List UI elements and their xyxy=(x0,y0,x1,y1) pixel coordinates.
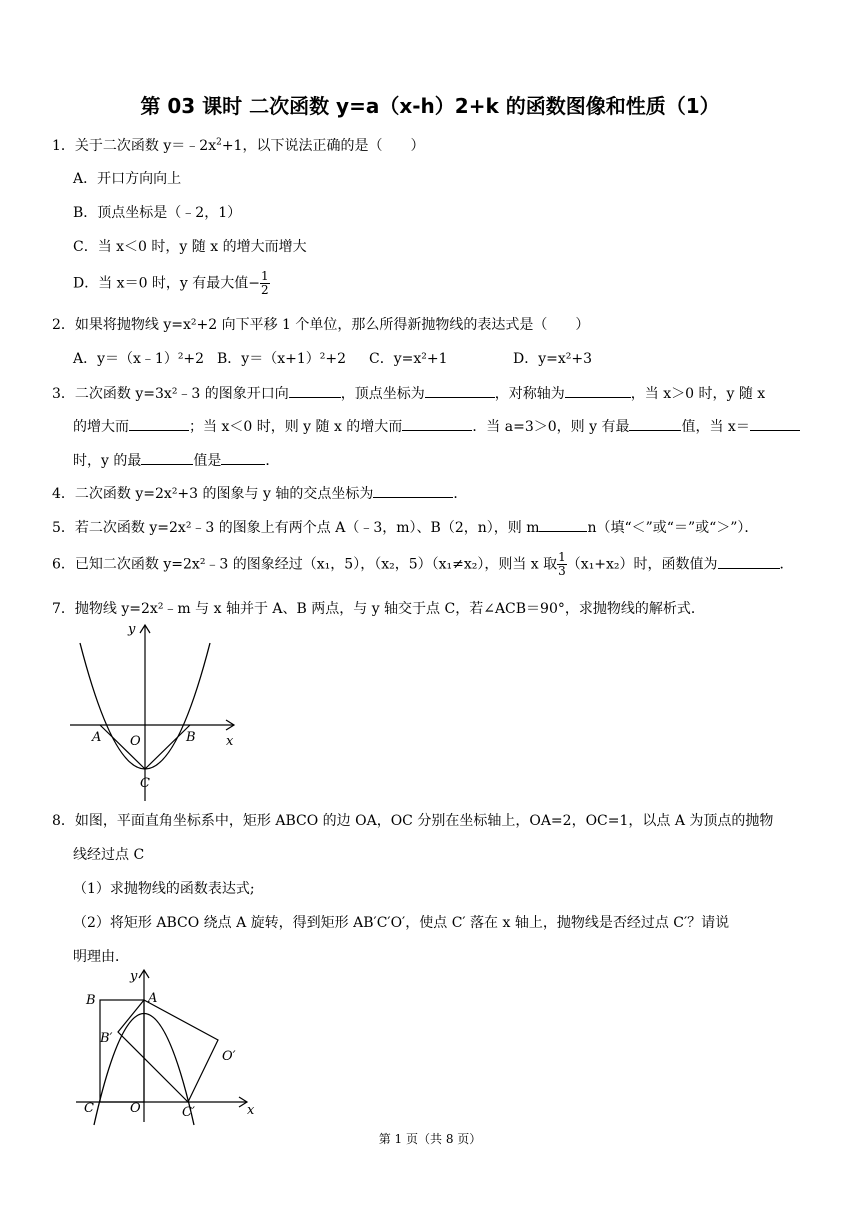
question-number: 2． xyxy=(52,317,75,333)
axis-label-x: x xyxy=(247,1103,255,1118)
question-text: 二次函数 y=2x²+3 的图象与 y 轴的交点坐标为 xyxy=(74,486,374,502)
question-4 xyxy=(52,483,467,503)
question-3-line-2 xyxy=(73,416,800,436)
answer-blank[interactable] xyxy=(718,554,780,569)
question-text: ，当 x＞0 时，y 随 x xyxy=(630,386,766,402)
option-d xyxy=(73,270,270,297)
question-text: 若二次函数 y=2x²﹣3 的图象上有两个点 A（﹣3，m）、B（2，n），则 m xyxy=(74,520,540,536)
point-label-c: C xyxy=(84,1101,94,1116)
page-footer: 第 1 页（共 8 页） xyxy=(378,1132,482,1146)
page-title: 第 03 课时 二次函数 y=a（x-h）2+k 的函数图像和性质（1） xyxy=(140,94,720,118)
question-number: 8． xyxy=(52,813,75,829)
question-text: ． xyxy=(453,486,468,502)
fraction-numerator: 1 xyxy=(558,550,566,564)
question-8-part-2: （2）将矩形 ABCO 绕点 A 旋转，得到矩形 AB′C′O′，使点 C′ 落在 x 轴上，抛物线是否经过点 C′？请说 xyxy=(73,915,730,931)
question-3 xyxy=(52,383,765,403)
answer-blank[interactable] xyxy=(289,383,341,398)
option-c: C．y=x²+1 xyxy=(369,351,448,367)
question-text: 二次函数 y=3x²﹣3 的图象开口向 xyxy=(74,386,289,402)
question-text: ，顶点坐标为 xyxy=(340,386,425,402)
question-number: 6． xyxy=(52,556,75,573)
rectangle-ab-c-o-rotated xyxy=(118,1000,218,1102)
option-a: A．开口方向向上 xyxy=(73,171,182,187)
question-number: 1． xyxy=(52,138,75,154)
question-text: （x₁+x₂）时，函数值为 xyxy=(566,556,718,573)
question-number: 7． xyxy=(52,601,75,617)
fraction-denominator: 2 xyxy=(261,283,269,297)
question-1 xyxy=(52,135,424,155)
question-text: +1，以下说法正确的是（ ） xyxy=(221,138,425,154)
question-6 xyxy=(52,551,794,578)
option-d: D．y=x²+3 xyxy=(513,351,593,367)
question-text: ，对称轴为 xyxy=(494,386,565,402)
option-text: D．当 x＝0 时，y 有最大值 xyxy=(73,275,249,292)
answer-blank[interactable] xyxy=(402,416,472,431)
point-label-a: A xyxy=(148,991,158,1006)
fraction-numerator: 1 xyxy=(261,269,269,283)
question-number: 5． xyxy=(52,520,75,536)
point-label-b-prime: B′ xyxy=(100,1031,113,1046)
answer-blank[interactable] xyxy=(750,416,800,431)
answer-blank[interactable] xyxy=(425,383,495,398)
question-8 xyxy=(52,810,773,830)
answer-blank[interactable] xyxy=(565,383,631,398)
fraction xyxy=(557,551,567,578)
option-a: A．y＝（x﹣1）²+2 xyxy=(73,351,205,367)
answer-blank[interactable] xyxy=(129,416,189,431)
answer-blank[interactable] xyxy=(373,483,453,498)
segment-bc xyxy=(145,725,190,769)
figure-rectangle-rotation xyxy=(72,962,272,1127)
question-text: 值，当 x＝ xyxy=(681,419,750,435)
fraction-denominator: 3 xyxy=(558,564,566,578)
axis-label-y: y xyxy=(128,622,136,637)
question-text: 时，y 的最 xyxy=(73,453,142,469)
figure-parabola-acb xyxy=(62,615,252,805)
axis-label-y: y xyxy=(130,969,138,984)
question-8-line-2: 线经过点 C xyxy=(73,847,145,863)
question-text: ．当 a=3＞0，则 y 有最 xyxy=(472,419,630,435)
question-text: ． xyxy=(265,453,280,469)
point-label-b: B xyxy=(86,993,96,1008)
question-text: 的增大而 xyxy=(73,419,129,435)
question-number: 4． xyxy=(52,486,75,502)
question-2 xyxy=(52,314,589,334)
question-8-part-2-cont: 明理由． xyxy=(73,949,129,965)
question-text: 已知二次函数 y=2x²﹣3 的图象经过（x₁，5），（x₂，5）（x₁≠x₂），则当 x 取 xyxy=(74,556,558,573)
answer-blank[interactable] xyxy=(629,416,681,431)
question-5 xyxy=(52,517,758,537)
question-text: ． xyxy=(779,556,794,573)
question-text: 如图，平面直角坐标系中，矩形 ABCO 的边 OA，OC 分别在坐标轴上，OA=2，OC=1，以点 A 为顶点的抛物 xyxy=(74,813,774,829)
point-label-c: C xyxy=(140,776,150,791)
question-text: 关于二次函数 y＝﹣2x xyxy=(74,138,217,154)
point-label-a: A xyxy=(92,730,102,745)
point-label-o: O xyxy=(130,734,141,749)
answer-blank[interactable] xyxy=(221,450,265,465)
point-label-o-prime: O′ xyxy=(222,1049,236,1064)
answer-blank[interactable] xyxy=(539,517,587,532)
question-text: 抛物线 y=2x²﹣m 与 x 轴并于 A、B 两点，与 y 轴交于点 C，若∠ACB＝90°，求抛物线的解析式． xyxy=(74,601,705,617)
question-text: n（填“＜”或“＝”或“＞”）． xyxy=(587,520,759,536)
point-label-o: O xyxy=(130,1101,141,1116)
fraction xyxy=(260,270,270,297)
point-label-b: B xyxy=(186,730,196,745)
question-3-line-3 xyxy=(73,450,279,470)
point-label-c-prime: C′ xyxy=(182,1105,195,1120)
question-text: ；当 x＜0 时，则 y 随 x 的增大而 xyxy=(189,419,403,435)
minus-sign: − xyxy=(248,275,261,292)
question-text: 如果将抛物线 y=x²+2 向下平移 1 个单位，那么所得新抛物线的表达式是（ ） xyxy=(74,317,590,333)
option-c: C．当 x＜0 时，y 随 x 的增大而增大 xyxy=(73,239,307,255)
answer-blank[interactable] xyxy=(141,450,193,465)
axis-label-x: x xyxy=(226,734,234,749)
option-b: B．顶点坐标是（﹣2，1） xyxy=(73,205,242,221)
question-number: 3． xyxy=(52,386,75,402)
question-8-part-1: （1）求抛物线的函数表达式; xyxy=(73,881,255,897)
question-text: 值是 xyxy=(193,453,222,469)
option-b: B．y＝（x+1）²+2 xyxy=(217,351,346,367)
exponent: 2 xyxy=(216,137,222,148)
